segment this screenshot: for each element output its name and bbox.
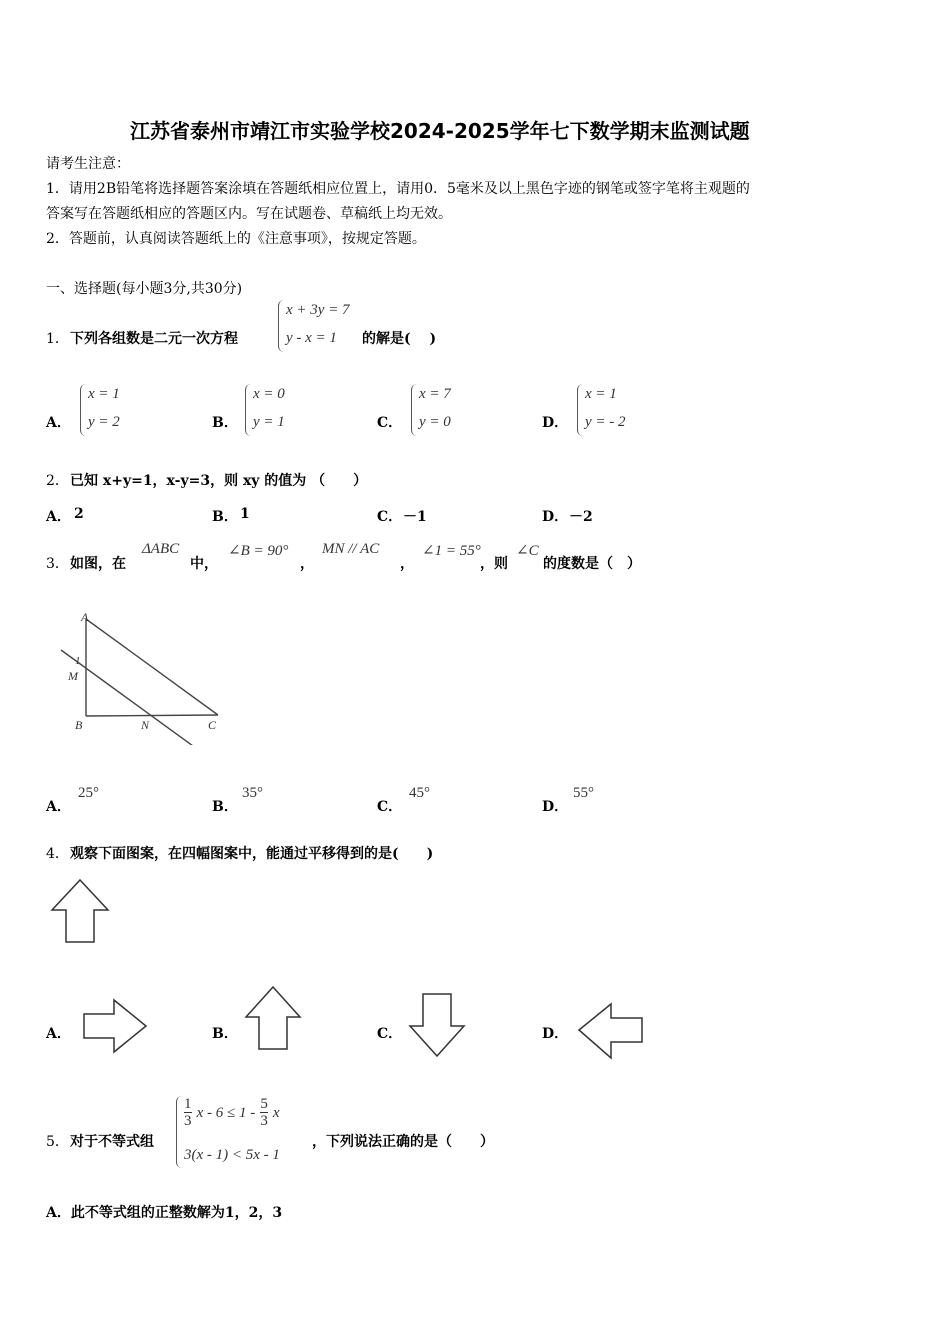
q2-option-d-value: －2 [569, 509, 593, 525]
q1-equation-2: y - x = 1 [286, 330, 337, 346]
q2-option-a-value: 2 [74, 506, 84, 522]
page-title: 江苏省泰州市靖江市实验学校2024-2025学年七下数学期末监测试题 [130, 119, 750, 143]
q5-fraction-1-numerator: 1 [184, 1096, 192, 1112]
q1-option-d-line-2: y = - 2 [585, 414, 626, 430]
q1-equation-1: x + 3y = 7 [286, 302, 350, 318]
q3-math-parallel: MN // AC [322, 541, 380, 557]
q4-number: 4． [46, 846, 69, 862]
q2-number: 2． [46, 473, 69, 489]
q2-option-b-label: B． [212, 509, 238, 525]
q5-fraction-1 [184, 1096, 192, 1129]
arrow-left-icon [577, 1002, 647, 1062]
q3-option-c-value: 45° [409, 785, 430, 801]
q4-text: 观察下面图案，在四幅图案中，能通过平移得到的是( ) [70, 846, 434, 862]
notice-line-1b: 答案写在答题纸相应的答题区内。写在试题卷、草稿纸上均无效。 [46, 206, 452, 222]
q1-option-b-label: B． [212, 415, 238, 431]
q1-option-b-line-2: y = 1 [253, 414, 285, 430]
q1-option-d-line-1: x = 1 [585, 386, 617, 402]
q3-text-4: ， [400, 556, 414, 572]
notice-heading: 请考生注意： [46, 156, 130, 172]
label-c: C [208, 718, 217, 732]
q3-text-1: 如图，在 [70, 556, 126, 572]
q3-math-angle-b: ∠B = 90° [228, 543, 289, 559]
q5-fraction-2-denominator: 3 [260, 1113, 268, 1129]
q5-option-a: A．此不等式组的正整数解为1，2，3 [46, 1205, 283, 1221]
q3-option-a-value: 25° [78, 785, 99, 801]
q2-option-c-label: C． [377, 509, 403, 525]
q3-text-2: 中， [190, 556, 218, 572]
q1-option-c-label: C． [377, 415, 403, 431]
q5-inequality-2: 3(x - 1) < 5x - 1 [184, 1147, 280, 1163]
arrow-up-icon [50, 878, 112, 946]
arrow-down-icon [408, 992, 468, 1060]
q5-text: 对于不等式组 [70, 1134, 154, 1150]
q5-inequality-1-middle: x - 6 ≤ 1 - [196, 1105, 256, 1121]
q4-option-a-label: A． [46, 1026, 71, 1042]
q3-option-c-label: C． [377, 799, 403, 815]
label-m: M [68, 669, 78, 683]
q3-option-d-label: D． [542, 799, 569, 815]
q3-math-angle-c: ∠C [516, 543, 539, 559]
q1-option-c-line-1: x = 7 [419, 386, 451, 402]
q3-number: 3． [46, 556, 69, 572]
q3-option-d-value: 55° [573, 785, 594, 801]
q3-option-a-label: A． [46, 799, 71, 815]
label-b: B [75, 718, 83, 732]
q1-option-a-line-1: x = 1 [88, 386, 120, 402]
q5-fraction-1-denominator: 3 [184, 1113, 192, 1129]
q3-text-5: ，则 [480, 556, 508, 572]
q5-fraction-2 [260, 1096, 268, 1129]
q1-suffix: 的解是( ) [362, 331, 437, 347]
q5-inequality-1-x: x [272, 1105, 280, 1121]
label-1: 1 [75, 655, 81, 667]
q1-option-d-label: D． [542, 415, 569, 431]
q1-option-c-line-2: y = 0 [419, 414, 451, 430]
q1-text: 下列各组数是二元一次方程 [70, 331, 238, 347]
section-heading: 一、选择题(每小题3分,共30分) [46, 281, 243, 297]
q1-number: 1． [46, 331, 69, 347]
notice-line-2: 2．答题前，认真阅读答题纸上的《注意事项》，按规定答题。 [46, 231, 426, 247]
arrow-right-icon [82, 998, 150, 1056]
q4-option-d-label: D． [542, 1026, 569, 1042]
q3-option-b-label: B． [212, 799, 238, 815]
q2-option-c-value: －1 [403, 509, 427, 525]
q5-number: 5． [46, 1134, 69, 1150]
q2-option-a-label: A． [46, 509, 71, 525]
notice-line-1: 1．请用2B铅笔将选择题答案涂填在答题纸相应位置上，请用0．5毫米及以上黑色字迹的钢笔或签字笔将主观题的 [46, 181, 750, 197]
q3-text-3: ， [300, 556, 314, 572]
arrow-up-icon [244, 985, 304, 1053]
q1-option-a-label: A． [46, 415, 71, 431]
q1-option-b-line-1: x = 0 [253, 386, 285, 402]
segment-ac [86, 619, 218, 715]
q2-option-b-value: 1 [240, 506, 250, 522]
label-a: A [81, 610, 89, 624]
q3-text-6: 的度数是（ ） [543, 556, 641, 572]
q5-inequality-1 [184, 1096, 280, 1129]
q2-text: 已知 x+y=1，x-y=3，则 xy 的值为 （ ） [70, 473, 368, 489]
q3-math-angle-1: ∠1 = 55° [422, 543, 481, 559]
q5-fraction-2-numerator: 5 [260, 1096, 268, 1112]
q3-math-triangle: ΔABC [142, 541, 180, 557]
q1-option-a-line-2: y = 2 [88, 414, 120, 430]
q4-option-b-label: B． [212, 1026, 238, 1042]
q4-option-c-label: C． [377, 1026, 403, 1042]
q2-option-d-label: D． [542, 509, 569, 525]
q3-option-b-value: 35° [242, 785, 263, 801]
q5-suffix: ，下列说法正确的是（ ） [312, 1134, 494, 1150]
q3-triangle-figure [55, 605, 235, 745]
label-n: N [141, 718, 150, 732]
